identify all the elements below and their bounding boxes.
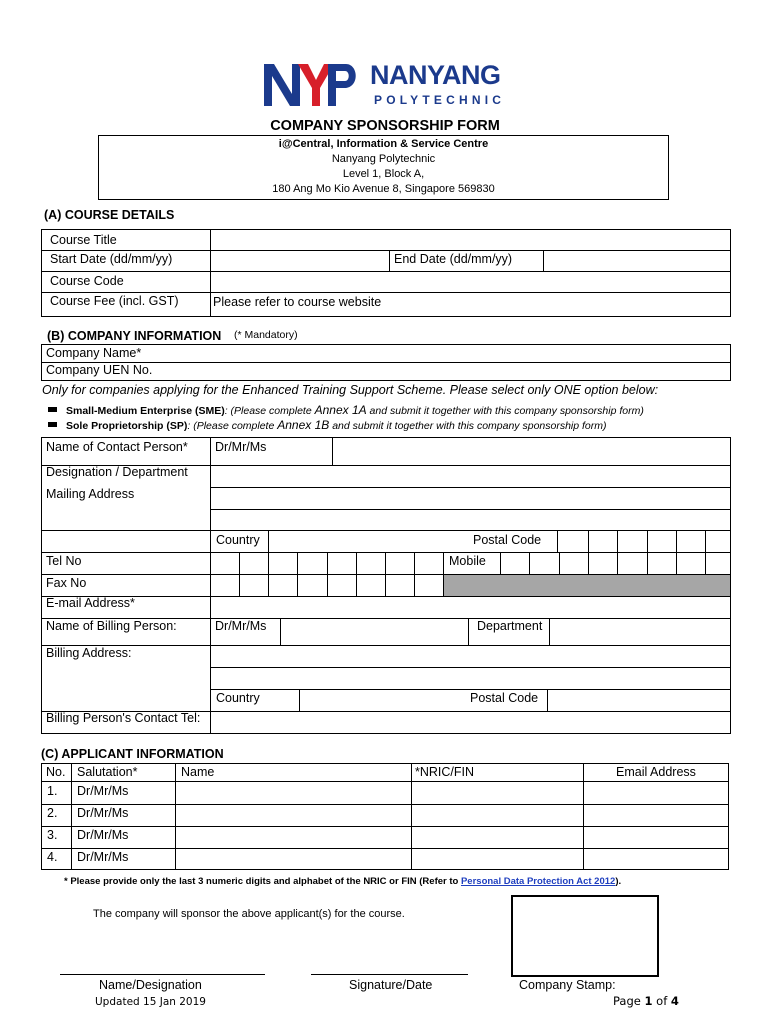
row-3-name-field[interactable]: [177, 828, 410, 847]
sme-note-b: and submit it together with this company sponsorship form): [366, 405, 644, 417]
row-4-no: 4.: [47, 850, 58, 864]
sme-option: [66, 404, 644, 417]
pdpa-link[interactable]: Personal Data Protection Act 2012: [460, 876, 616, 887]
ets-scheme-note: Only for companies applying for the Enhanced Training Support Scheme. Please select only ONE option below:: [42, 383, 659, 397]
row-1-no: 1.: [47, 784, 58, 798]
sme-checkbox[interactable]: [48, 407, 57, 412]
logo-subtitle: POLYTECHNIC: [374, 93, 506, 107]
sp-label: Sole Proprietorship (SP): [66, 420, 188, 432]
name-designation-label: Name/Designation: [99, 978, 202, 992]
email-field[interactable]: [212, 598, 729, 617]
company-stamp-box[interactable]: [511, 895, 659, 977]
contact-salutation: Dr/Mr/Ms: [215, 440, 267, 454]
row-4-salutation: Dr/Mr/Ms: [77, 850, 129, 864]
billing-address-label: Billing Address:: [46, 646, 132, 660]
start-date-field[interactable]: [212, 252, 388, 270]
billing-tel-field[interactable]: [212, 713, 729, 732]
sme-note-a: : (Please complete: [224, 405, 315, 417]
address-line-4: 180 Ang Mo Kio Avenue 8, Singapore 569830: [272, 183, 495, 195]
section-b-heading: (B) COMPANY INFORMATION: [47, 329, 222, 343]
company-name-label: Company Name*: [46, 346, 142, 360]
billing-department-field[interactable]: [551, 620, 729, 644]
sp-note-b: and submit it together with this company sponsorship form): [329, 420, 607, 432]
row-3-salutation: Dr/Mr/Ms: [77, 828, 129, 842]
nyp-logo: [262, 60, 520, 112]
fax-no-label: Fax No: [46, 576, 87, 590]
signature-date-label: Signature/Date: [349, 978, 433, 992]
row-4-nric-field[interactable]: [413, 850, 582, 868]
end-date-label: End Date (dd/mm/yy): [394, 252, 513, 266]
updated-date: Updated 15 Jan 2019: [95, 996, 206, 1008]
start-date-label: Start Date (dd/mm/yy): [50, 252, 173, 266]
course-title-label: Course Title: [50, 233, 117, 247]
section-b-mandatory-note: (* Mandatory): [234, 329, 298, 341]
sp-checkbox[interactable]: [48, 422, 57, 427]
row-2-salutation: Dr/Mr/Ms: [77, 806, 129, 820]
sme-annex: Annex 1A: [314, 403, 367, 417]
name-designation-line: [60, 974, 265, 975]
contact-person-field[interactable]: [334, 439, 729, 464]
row-1-nric-field[interactable]: [413, 783, 582, 803]
row-1-name-field[interactable]: [177, 783, 410, 803]
col-no-header: No.: [46, 765, 66, 779]
mobile-label: Mobile: [449, 554, 486, 568]
billing-person-label: Name of Billing Person:: [46, 619, 177, 633]
address-line-2: Nanyang Polytechnic: [331, 153, 436, 165]
tel-no-label: Tel No: [46, 554, 82, 568]
course-fee-value: Please refer to course website: [213, 295, 382, 309]
nric-footnote: [64, 877, 621, 887]
billing-postal-label: Postal Code: [470, 691, 539, 705]
nyp-logo-mark: [262, 62, 362, 110]
company-uen-field[interactable]: [160, 363, 728, 379]
nric-footnote-text: * Please provide only the last 3 numeric digits and alphabet of the NRIC or FIN (Refer to: [64, 876, 461, 887]
signature-date-line: [311, 974, 468, 975]
billing-person-field[interactable]: [282, 620, 467, 644]
end-date-field[interactable]: [545, 252, 729, 270]
row-1-email-field[interactable]: [585, 783, 727, 803]
row-2-email-field[interactable]: [585, 806, 727, 825]
row-3-email-field[interactable]: [585, 828, 727, 847]
form-title: COMPANY SPONSORSHIP FORM: [270, 118, 500, 134]
country-label: Country: [216, 533, 260, 547]
row-3-nric-field[interactable]: [413, 828, 582, 847]
sponsor-statement: The company will sponsor the above applicant(s) for the course.: [93, 908, 405, 920]
page-of: of: [652, 994, 671, 1008]
company-name-field[interactable]: [160, 345, 728, 361]
row-3-no: 3.: [47, 828, 58, 842]
sp-note-a: : (Please complete: [187, 420, 278, 432]
course-code-label: Course Code: [50, 274, 124, 288]
sp-option: [66, 419, 607, 432]
row-4-email-field[interactable]: [585, 850, 727, 868]
designation-label: Designation / Department: [46, 465, 188, 479]
sme-label: Small-Medium Enterprise (SME): [66, 405, 225, 417]
country-field[interactable]: [270, 532, 470, 551]
billing-country-label: Country: [216, 691, 260, 705]
address-line-3: Level 1, Block A,: [342, 168, 425, 180]
page-total: 4: [670, 994, 679, 1008]
sp-annex: Annex 1B: [277, 418, 330, 432]
col-nric-header: *NRIC/FIN: [415, 765, 475, 779]
company-stamp-label: Company Stamp:: [519, 978, 616, 992]
designation-field[interactable]: [212, 467, 729, 486]
section-c-heading: (C) APPLICANT INFORMATION: [41, 747, 224, 761]
billing-postal-field[interactable]: [549, 691, 729, 710]
section-a-heading: (A) COURSE DETAILS: [44, 208, 175, 222]
company-uen-label: Company UEN No.: [46, 363, 153, 377]
postal-code-label: Postal Code: [473, 533, 542, 547]
row-1-salutation: Dr/Mr/Ms: [77, 784, 129, 798]
row-2-no: 2.: [47, 806, 58, 820]
course-title-field[interactable]: [212, 231, 729, 249]
col-name-header: Name: [181, 765, 215, 779]
nric-footnote-end: ).: [615, 876, 622, 887]
billing-salutation: Dr/Mr/Ms: [215, 619, 267, 633]
email-label: E-mail Address*: [46, 596, 135, 610]
page-indicator: [613, 996, 679, 1008]
course-code-field[interactable]: [212, 273, 729, 291]
logo-name: NANYANG: [370, 60, 501, 90]
mailing-address-field[interactable]: [212, 489, 729, 529]
billing-tel-label: Billing Person's Contact Tel:: [46, 711, 201, 725]
billing-address-field[interactable]: [212, 647, 729, 688]
col-salutation-header: Salutation*: [77, 765, 138, 779]
billing-department-label: Department: [477, 619, 543, 633]
row-2-name-field[interactable]: [177, 806, 410, 825]
course-fee-label: Course Fee (incl. GST): [50, 294, 179, 308]
page-current: 1: [644, 994, 653, 1008]
row-2-nric-field[interactable]: [413, 806, 582, 825]
col-email-header: Email Address: [616, 765, 696, 779]
contact-person-label: Name of Contact Person*: [46, 440, 188, 454]
mailing-address-label: Mailing Address: [46, 487, 135, 501]
row-4-name-field[interactable]: [177, 850, 410, 868]
page-prefix: Page: [613, 994, 645, 1008]
fax-shaded-area: [444, 575, 730, 596]
address-line-1: i@Central, Information & Service Centre: [278, 138, 489, 150]
